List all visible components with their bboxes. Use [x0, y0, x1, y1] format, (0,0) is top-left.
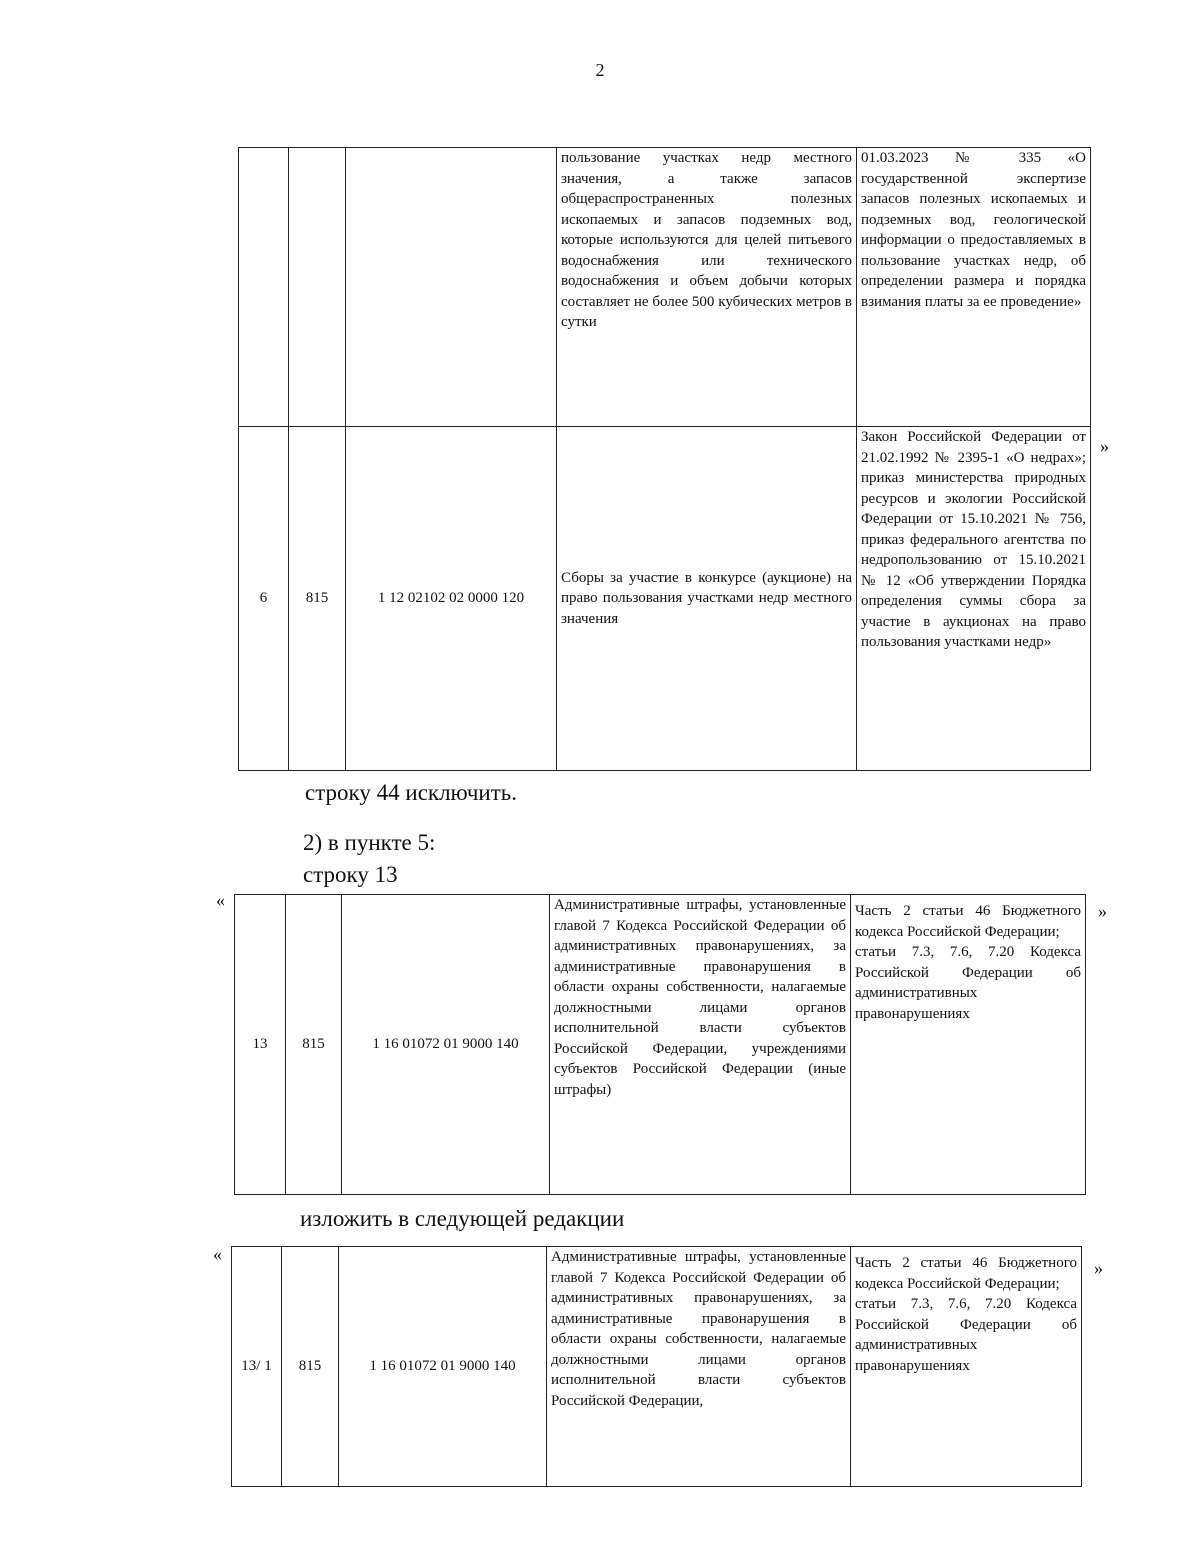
kbk-code-cell [346, 148, 557, 427]
table-old-row [234, 894, 1086, 1195]
table-new-row [231, 1246, 1082, 1487]
kbk-code-cell: 1 16 01072 01 9000 140 [342, 895, 550, 1195]
admin-code-cell: 815 [282, 1247, 339, 1487]
legal-basis-cell [851, 1247, 1082, 1487]
legal-basis-part1: Часть 2 статьи 46 Бюджетного кодекса Российской Федерации; [855, 903, 1081, 940]
income-name-cell: пользование участках недр местного значения, а также запасов общераспространенных полезных ископаемых и запасов подземных вод, которые используются для целей питьевого водоснабжения или технического водоснабжения и объем добычи которых составляет не более 500 кубических метров в сутки [557, 148, 857, 427]
row-number-cell [239, 148, 289, 427]
point-line: 2) в пункте 5: [303, 830, 436, 855]
table-continuation [238, 147, 1091, 771]
legal-basis-part1: Часть 2 статьи 46 Бюджетного кодекса Российской Федерации; [855, 1255, 1077, 1292]
closing-quote: » [1098, 901, 1107, 921]
row-number-cell: 13 [235, 895, 286, 1195]
kbk-code-cell: 1 16 01072 01 9000 140 [339, 1247, 547, 1487]
legal-basis-cell: 01.03.2023 № 335 «О государственной экспертизе запасов полезных ископаемых и подземных вод, геологической информации о предоставляемых в пользование участках недр, об определении размера и порядка взимания платы за ее проведение» [857, 148, 1091, 427]
admin-code-cell [289, 148, 346, 427]
income-name-cell: Административные штрафы, установленные главой 7 Кодекса Российской Федерации об административных правонарушениях, за административные правонарушения в области охраны собственности, налагаемые должностными лицами органов исполнительной власти субъектов Российской Федерации, учреждениями субъектов Российской Федерации (иные штрафы) [550, 895, 851, 1195]
admin-code-cell: 815 [289, 427, 346, 771]
legal-basis-part2: статьи 7.3, 7.6, 7.20 Кодекса Российской Федерации об административных правонарушениях [855, 944, 1081, 1022]
kbk-code-cell: 1 12 02102 02 0000 120 [346, 427, 557, 771]
opening-quote: « [216, 890, 225, 910]
row-line: строку 13 [303, 862, 398, 887]
exclude-line: строку 44 исключить. [305, 780, 518, 805]
table-row [235, 895, 1086, 1195]
admin-code-cell: 815 [286, 895, 342, 1195]
closing-quote: » [1100, 436, 1109, 456]
opening-quote: « [213, 1244, 222, 1264]
closing-quote: » [1094, 1258, 1103, 1278]
table-row [239, 427, 1091, 771]
legal-basis-cell: Закон Российской Федерации от 21.02.1992 № 2395-1 «О недрах»; приказ министерства природных ресурсов и экологии Российской Федерации от 15.10.2021 № 756, приказ федерального агентства по недропользованию от 15.10.2021 № 12 «Об утверждении Порядка определения суммы сбора за участие в аукционах на право пользования участками недр» [857, 427, 1091, 771]
legal-basis-cell [851, 895, 1086, 1195]
edition-line: изложить в следующей редакции [300, 1206, 625, 1231]
legal-basis-part2: статьи 7.3, 7.6, 7.20 Кодекса Российской Федерации об административных правонарушениях [855, 1296, 1077, 1374]
table-row [232, 1247, 1082, 1487]
row-number-cell: 13/ 1 [232, 1247, 282, 1487]
income-name-cell: Сборы за участие в конкурсе (аукционе) на право пользования участками недр местного значения [557, 427, 857, 771]
row-number-cell: 6 [239, 427, 289, 771]
table-row [239, 148, 1091, 427]
income-name-cell: Административные штрафы, установленные главой 7 Кодекса Российской Федерации об административных правонарушениях, за административные правонарушения в области охраны собственности, налагаемые должностными лицами органов исполнительной власти субъектов Российской Федерации, [547, 1247, 851, 1487]
page-number: 2 [595, 60, 605, 80]
